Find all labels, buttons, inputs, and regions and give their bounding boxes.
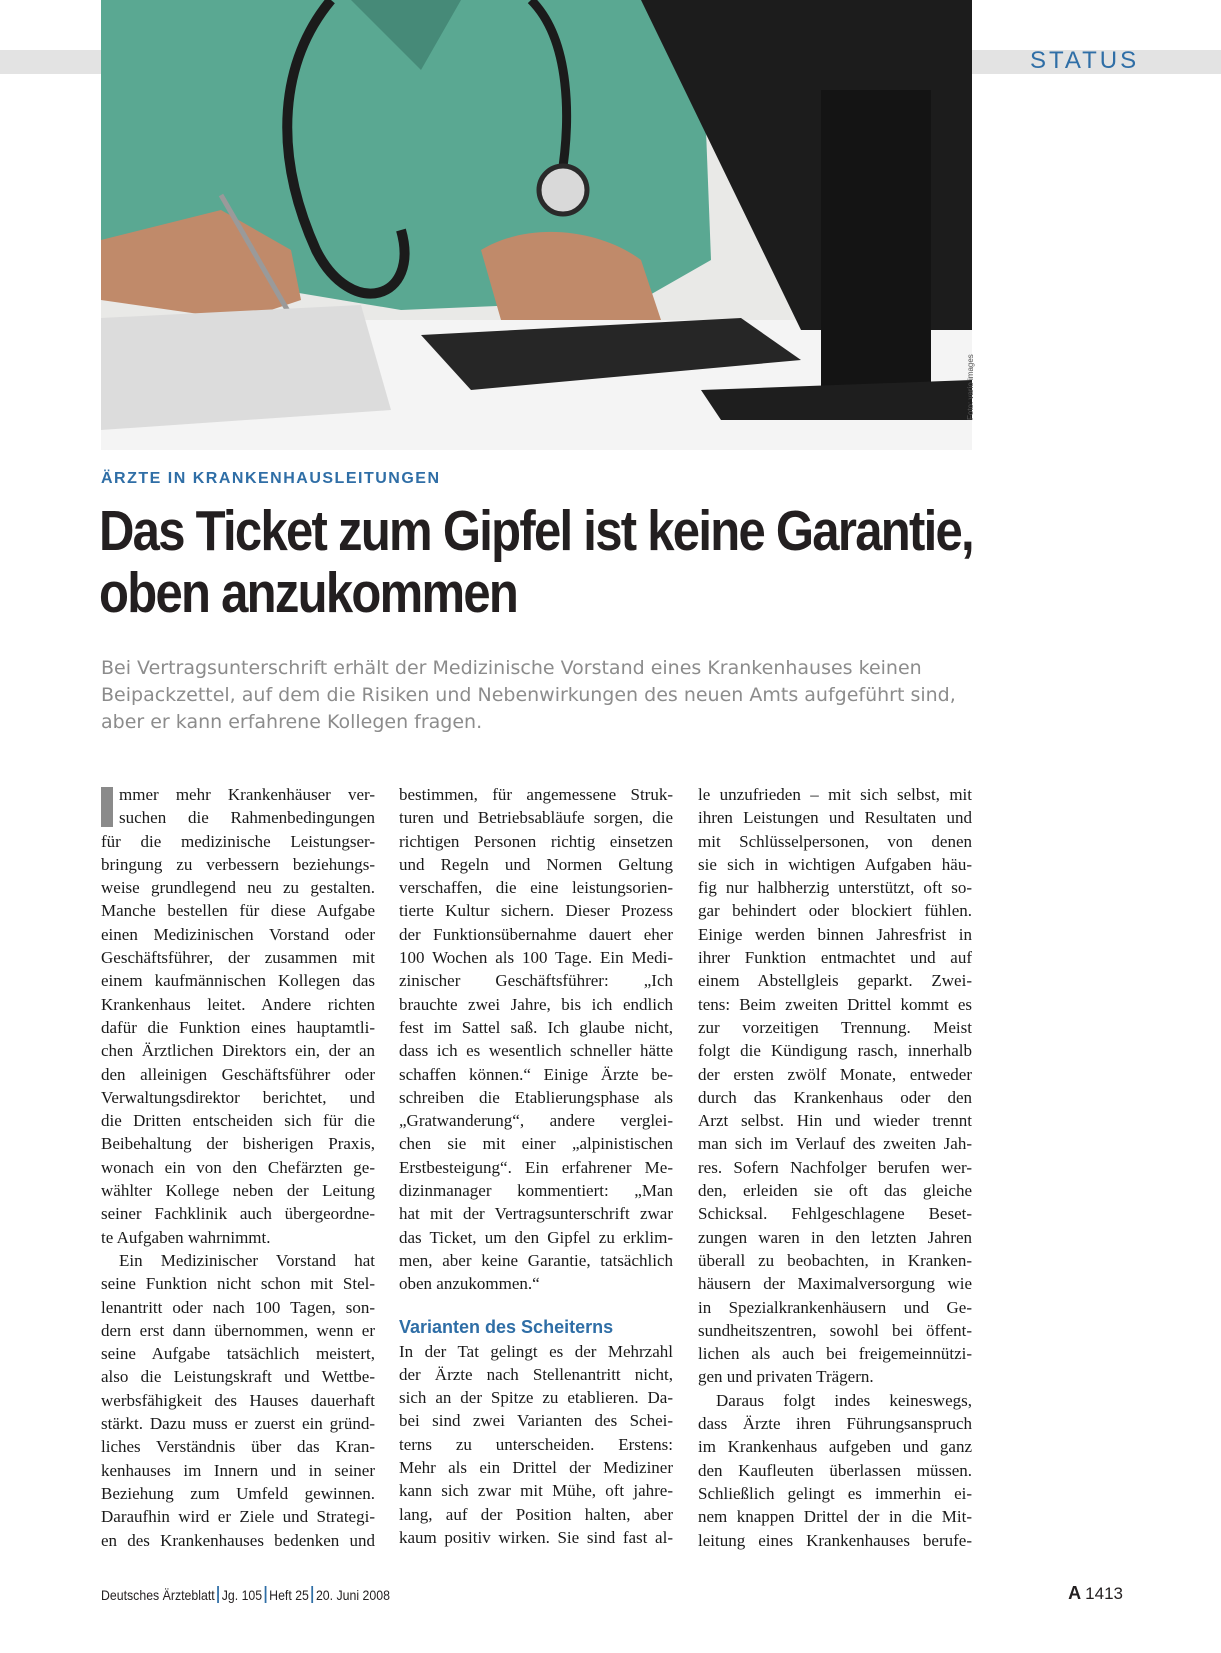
text-line: richtigen Personen richtig einsetzen [399,831,673,851]
text-line: der Ärzte nach Stellenantritt nicht, [399,1364,673,1384]
text-line: tens: Beim zweiten Drittel kommt es [698,994,972,1014]
text-line: Erstbesteigung“. Ein erfahrener Me- [399,1157,673,1177]
headline-line: Das Ticket zum Gipfel ist keine Garantie, [99,499,973,563]
text-line: wonach ein von den Chefärzten ge- [101,1157,375,1177]
text-line: kann sich zwar mit Mühe, oft jahre- [399,1481,673,1501]
text-line: weise grundlegend neu zu gestalten. [101,878,375,898]
text-line: leitung eines Krankenhauses berufe- [698,1530,972,1550]
text-line: „Gratwanderung“, andere verglei- [399,1111,673,1131]
photo-credit: Foto: vario images [966,354,975,420]
text-line: ihren Leistungen und Resultaten und [698,808,972,828]
text-line: Manche bestellen für diese Aufgabe [101,901,375,921]
text-line: den Kaufleuten überlassen müssen. [698,1460,972,1480]
article-kicker: ÄRZTE IN KRANKENHAUSLEITUNGEN [101,470,441,487]
text-line: tierte Kultur sichern. Dieser Prozess [399,901,673,921]
text-line: res. Sofern Nachfolger berufen wer- [698,1157,972,1177]
text-line: lenantritt oder nach 100 Tagen, son- [101,1297,375,1317]
text-line: gen und privaten Trägern. [698,1367,874,1387]
headline-line: oben anzukommen [99,561,518,625]
text-line: fest im Sattel saß. Ich glaube nicht, [399,1017,673,1037]
journal-volume: Jg. 105 [221,1587,263,1603]
text-line: mmer mehr Krankenhäuser ver- [119,785,375,804]
text-line: en des Krankenhauses bedenken und [101,1530,375,1550]
lead-line: aber er kann erfahrene Kollegen fragen. [101,711,483,733]
text-line: terns zu unterscheiden. Erstens: [399,1434,673,1454]
text-line: und Regeln und Normen Geltung [399,854,673,874]
text-line: den alleinigen Geschäftsführer oder [101,1064,375,1084]
text-line: kenhauses im Innern und in seiner [101,1460,375,1480]
text-line: im Krankenhaus aufgeben und ganz [698,1437,972,1457]
text-line: Daraus folgt indes keineswegs, [716,1390,972,1410]
text-line: Schließlich gelingt es immerhin ei- [698,1483,972,1503]
text-line: schaffen können.“ Einige Ärzte be- [399,1064,673,1084]
text-line: werbsfähigkeit des Hauses dauerhaft [101,1390,375,1410]
text-line: lang, auf der Position halten, aber [399,1504,673,1524]
text-line: Arzt selbst. Hin und wieder trennt [698,1111,972,1131]
text-line: dafür die Funktion eines hauptamtli- [101,1017,375,1037]
text-line: schreiben die Etablierungsphase als [399,1087,673,1107]
text-line: sundheitszentren, sowohl bei öffent- [698,1320,972,1340]
lead-line: Bei Vertragsunterschrift erhält der Medizinische Vorstand eines Krankenhauses keinen [101,657,922,679]
text-line: verschaffen, die eine leistungsorien- [399,878,673,898]
text-line: suchen die Rahmenbedingungen [119,808,375,828]
text-line: die Dritten entscheiden sich für die [101,1111,375,1131]
text-column-1 [101,783,375,1552]
text-column-2 [399,783,673,1549]
text-line: le unzufrieden – mit sich selbst, mit [698,785,972,804]
text-line: also die Leistungskraft und Wettbe- [101,1367,375,1387]
text-line: häusern der Maximalversorgung wie [698,1274,972,1294]
text-line: liches Verständnis über das Kran- [101,1437,375,1457]
text-line: zinischer Geschäftsführer: „Ich [399,971,673,991]
text-line: einem Abstellgleis geparkt. Zwei- [698,971,972,991]
text-line: durch das Krankenhaus oder den [698,1087,972,1107]
text-line: fig nur halbherzig unterstützt, oft so- [698,878,972,898]
text-line: dizinmanager kommentiert: „Man [399,1181,673,1201]
section-subhead: Varianten des Scheiterns [399,1316,614,1337]
text-line: seine Aufgabe tatsächlich meistert, [101,1344,375,1364]
text-line: bei sind zwei Varianten des Schei- [399,1411,673,1431]
page-number-value: 1413 [1085,1584,1123,1603]
journal-name: Deutsches Ärzteblatt [101,1587,215,1603]
footer-separator [217,1586,219,1603]
text-line: der Funktionsübernahme dauert eher [399,924,673,944]
text-line: turen und Betriebsabläufe sorgen, die [399,808,673,828]
text-line: das Ticket, um den Gipfel zu erklim- [399,1227,673,1247]
text-line: men, aber keine Garantie, tatsächlich [399,1250,673,1270]
text-line: oben anzukommen.“ [399,1274,540,1294]
article-headline [99,500,1002,624]
footer-separator [265,1586,267,1603]
text-line: für die medizinische Leistungser- [101,831,375,851]
article-lead [101,655,1061,736]
text-line: folgt die Kündigung rasch, innerhalb [698,1041,972,1061]
text-line: chen Ärztlichen Direktors ein, der an [101,1041,375,1061]
text-line: Mehr als ein Drittel der Mediziner [399,1458,673,1478]
text-line: bestimmen, für angemessene Struk- [399,785,673,804]
text-line: Daraufhin wird er Ziele und Strategi- [101,1507,375,1527]
text-line: Ein Medizinischer Vorstand hat [119,1250,375,1270]
text-line: mit Schlüsselpersonen, von denen [698,831,972,851]
footer-separator [312,1586,314,1603]
text-line: man sich im Verlauf des zweiten Jah- [698,1134,972,1154]
journal-issue: Heft 25 [269,1587,309,1603]
text-line: Schicksal. Fehlgeschlagene Beset- [698,1204,972,1224]
text-line: dass ich es wesentlich schneller hätte [399,1041,673,1061]
text-line: chen sie mit einer „alpinistischen [399,1134,673,1154]
text-line: hat mit der Vertragsunterschrift zwar [399,1204,673,1224]
text-line: dass Ärzte ihren Führungsanspruch [698,1414,972,1434]
text-line: te Aufgaben wahrnimmt. [101,1227,271,1247]
page-number [1068,1583,1123,1604]
text-line: zur vorzeitigen Trennung. Meist [698,1017,972,1037]
text-line: einem kaufmännischen Kollegen das [101,971,375,991]
text-line: lichen als auch bei freigemeinnützi- [698,1344,972,1364]
text-line: dern erst dann übernommen, wenn er [101,1320,375,1340]
text-line: der ersten zwölf Monate, entweder [698,1064,972,1084]
text-line: In der Tat gelingt es der Mehrzahl [399,1341,673,1361]
text-column-3 [698,783,972,1552]
text-line: ihrer Funktion entmachtet und auf [698,948,972,968]
text-line: den, erleiden sie oft das gleiche [698,1181,972,1201]
text-line: sich an der Spitze zu etablieren. Da- [399,1388,673,1408]
text-line: Beziehung zum Umfeld gewinnen. [101,1483,375,1503]
text-line: kaum positiv wirken. Sie sind fast al- [399,1527,673,1547]
text-line: sie sich in wichtigen Aufgaben häu- [698,854,972,874]
text-line: seine Funktion nicht schon mit Stel- [101,1274,375,1294]
text-line: 100 Wochen als 100 Tage. Ein Medi- [399,948,673,968]
text-line: überall zu beobachten, in Kranken- [698,1250,972,1270]
text-line: in Spezialkrankenhäusern und Ge- [698,1297,972,1317]
text-line: Einige werden binnen Jahresfrist in [698,924,972,944]
journal-date: 20. Juni 2008 [315,1587,390,1603]
text-line: stärkt. Dazu muss er zuerst ein gründ- [101,1414,375,1434]
text-line: einen Medizinischen Vorstand oder [101,924,375,944]
text-line: zungen waren in den letzten Jahren [698,1227,972,1247]
text-line: Beibehaltung der bisherigen Praxis, [101,1134,375,1154]
text-line: wählter Kollege neben der Leitung [101,1181,375,1201]
text-line: Verwaltungsdirektor berichtet, und [101,1087,375,1107]
text-line: Krankenhaus leitet. Andere richten [101,994,375,1014]
text-line: brauchte zwei Jahre, bis ich endlich [399,994,673,1014]
text-line: Geschäftsführer, der zusammen mit [101,948,375,968]
footer-citation [101,1586,390,1603]
text-line: bringung zu verbessern beziehungs- [101,854,375,874]
section-label: STATUS [1030,47,1140,74]
article-photo [101,0,972,450]
page-prefix: A [1068,1583,1082,1603]
text-line: nem knappen Drittel der in die Mit- [698,1507,972,1527]
text-line: gar behindert oder blockiert fühlen. [698,901,972,921]
lead-line: Beipackzettel, auf dem die Risiken und Nebenwirkungen des neuen Amts aufgeführt sind, [101,684,956,706]
text-line: seiner Fachklinik auch übergeordne- [101,1204,375,1224]
